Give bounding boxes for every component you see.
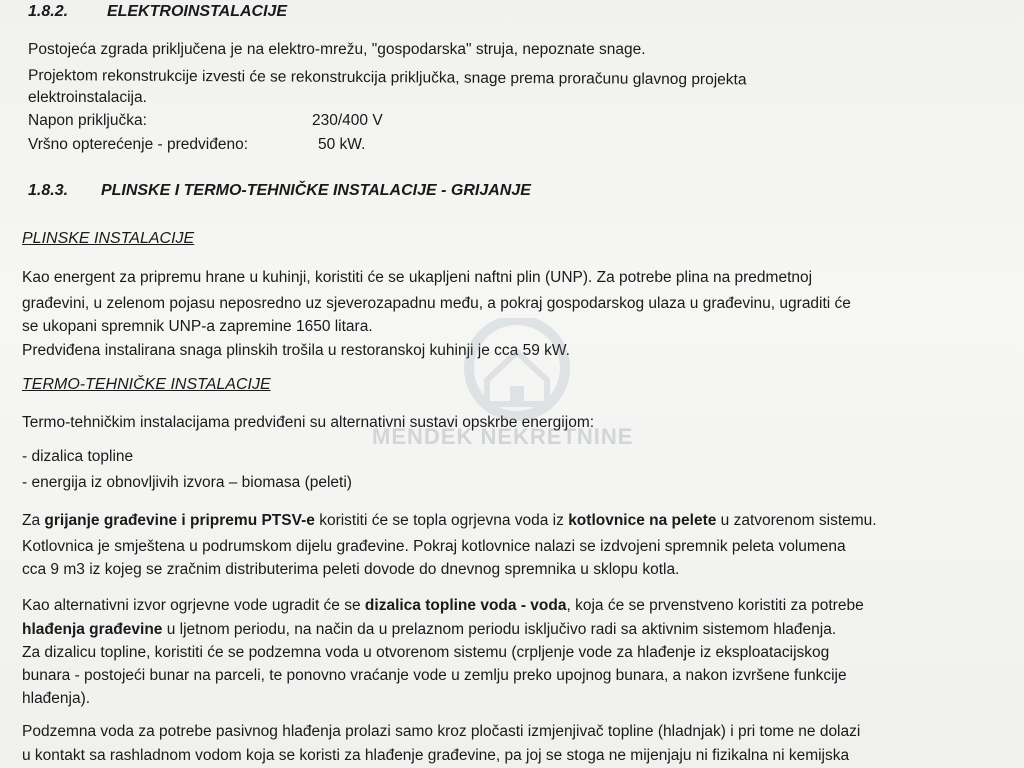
text-run: u ljetnom periodu, na način da u prelaznom periodu isključivo radi sa aktivnim sistemom hlađenja. xyxy=(162,621,837,638)
watermark-text: MENDEK NEKRETNINE xyxy=(372,424,634,449)
section-heading-2 xyxy=(28,181,531,201)
paragraph-line: Predviđena instalirana snaga plinskih trošila u restoranskoj kuhinji je cca 59 kW. xyxy=(22,342,570,359)
paragraph-line: se ukopani spremnik UNP-a zapremine 1650 litara. xyxy=(22,318,373,335)
subheading-thermo: TERMO-TEHNIČKE INSTALACIJE xyxy=(22,376,271,393)
paragraph-line: građevini, u zelenom pojasu neposredno uz sjeverozapadnu među, a pokraj gospodarskog ulaza u građevinu, ugraditi će xyxy=(22,295,851,312)
paragraph-line xyxy=(22,620,836,640)
paragraph-line: Kotlovnica je smještena u podrumskom dijelu građevine. Pokraj kotlovnice nalazi se izdvojeni spremnik peleta volumena xyxy=(22,538,846,555)
paragraph-line: bunara - postojeći bunar na parceli, te ponovno vraćanje vode u zemlju preko upojnog bunara, a nakon izvršene funkcije xyxy=(22,667,847,684)
paragraph-line: Termo-tehničkim instalacijama predviđeni su alternativni sustavi opskrbe energijom: xyxy=(22,414,595,431)
spec-value: 230/400 V xyxy=(312,112,383,129)
paragraph-line: Postojeća zgrada priključena je na elektro-mrežu, "gospodarska" struja, nepoznate snage. xyxy=(28,41,646,58)
list-item: - energija iz obnovljivih izvora – biomasa (peleti) xyxy=(22,474,352,491)
paragraph-line: u kontakt sa rashladnom vodom koja se koristi za hlađenje građevine, pa joj se stoga ne mijenjaju ni fizikalna ni kemijska xyxy=(22,747,850,764)
text-run: Za xyxy=(22,512,45,529)
paragraph-line: hlađenja). xyxy=(22,690,91,707)
text-run: Kao alternativni izvor ogrjevne vode ugradit će se xyxy=(22,597,365,614)
spec-value: 50 kW. xyxy=(318,136,366,153)
paragraph-line: Podzemna voda za potrebe pasivnog hlađenja prolazi samo kroz pločasti izmjenjivač topline (hladnjak) i pri tome ne dolazi xyxy=(22,723,861,740)
paragraph-line: cca 9 m3 iz kojeg se zračnim distributerima peleti dovode do dnevnog spremnika u sklopu kotla. xyxy=(22,561,680,578)
section-number: 1.8.3. xyxy=(28,182,69,199)
section-number: 1.8.2. xyxy=(28,3,69,20)
bold-run: grijanje građevine i pripremu PTSV-e xyxy=(44,512,315,529)
section-title: PLINSKE I TERMO-TEHNIČKE INSTALACIJE - GRIJANJE xyxy=(100,182,531,199)
list-item: - dizalica topline xyxy=(22,448,134,465)
bold-run: kotlovnice na pelete xyxy=(568,512,717,529)
spec-label: Napon priključka: xyxy=(28,112,147,129)
text-run: , koja će se prvenstveno koristiti za potrebe xyxy=(566,597,864,614)
bold-run: hlađenja građevine xyxy=(22,621,163,638)
paragraph-line xyxy=(22,596,864,616)
spec-label: Vršno opterećenje - predviđeno: xyxy=(28,136,249,153)
subheading-gas: PLINSKE INSTALACIJE xyxy=(22,230,195,247)
paragraph-line: Kao energent za pripremu hrane u kuhinji, koristiti će se ukapljeni naftni plin (UNP). Za potrebe plina na predmetnoj xyxy=(22,269,813,286)
paragraph-line xyxy=(22,511,877,531)
bold-run: dizalica topline voda - voda xyxy=(364,597,567,614)
text-run: koristiti će se topla ogrjevna voda iz xyxy=(314,512,569,529)
section-title: ELEKTROINSTALACIJE xyxy=(106,3,288,20)
text-run: u zatvorenom sistemu. xyxy=(716,512,877,529)
section-heading-1 xyxy=(28,2,287,22)
paragraph-line: Za dizalicu topline, koristiti će se podzemna voda u otvorenom sistemu (crpljenje vode za hlađenje iz eksploatacijskog xyxy=(22,644,830,661)
paragraph-line: elektroinstalacija. xyxy=(28,89,147,106)
paragraph-line: Projektom rekonstrukcije izvesti će se rekonstrukcija priključka, snage prema proračunu glavnog projekta xyxy=(27,67,747,89)
